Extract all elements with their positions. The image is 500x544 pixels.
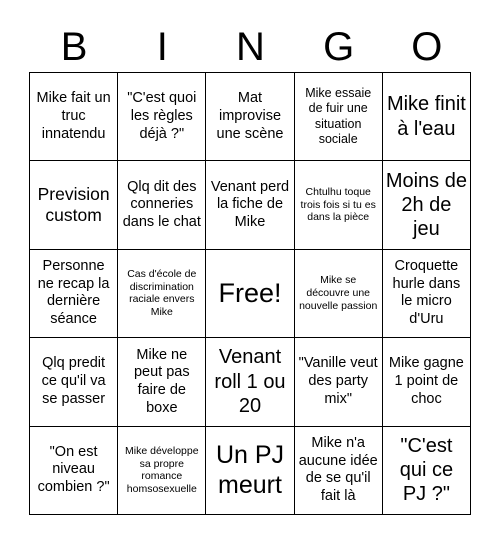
bingo-cell[interactable]: "On est niveau combien ?" [30,427,118,515]
bingo-cell[interactable]: Mike fait un truc innatendu [30,73,118,161]
bingo-cell[interactable]: Un PJ meurt [206,427,294,515]
bingo-cell[interactable]: Mike essaie de fuir une situation sociale [295,73,383,161]
header-letter-n: N [236,25,265,69]
bingo-cell[interactable]: Cas d'école de discrimination raciale envers Mike [118,250,206,338]
bingo-cell[interactable]: Mike se découvre une nouvelle passion [295,250,383,338]
bingo-cell[interactable]: Moins de 2h de jeu [383,161,471,249]
bingo-cell[interactable]: Croquette hurle dans le micro d'Uru [383,250,471,338]
header-letter-b: B [60,25,88,69]
bingo-cell-free[interactable]: Free! [206,250,294,338]
bingo-cell[interactable]: Venant perd la fiche de Mike [206,161,294,249]
bingo-cell[interactable]: Mike n'a aucune idée de se qu'il fait là [295,427,383,515]
bingo-cell[interactable]: "C'est quoi les règles déjà ?" [118,73,206,161]
bingo-cell[interactable]: Mat improvise une scène [206,73,294,161]
header-letter-o: O [411,25,443,69]
header-letter-i: I [156,25,168,69]
bingo-cell[interactable]: Mike finit à l'eau [383,73,471,161]
bingo-cell[interactable]: "Vanille veut des party mix" [295,338,383,426]
bingo-cell[interactable]: "C'est qui ce PJ ?" [383,427,471,515]
bingo-cell[interactable]: Mike ne peut pas faire de boxe [118,338,206,426]
bingo-cell[interactable]: Qlq predit ce qu'il va se passer [30,338,118,426]
bingo-cell[interactable]: Chtulhu toque trois fois si tu es dans la pièce [295,161,383,249]
bingo-cell[interactable]: Mike gagne 1 point de choc [383,338,471,426]
bingo-cell[interactable]: Mike développe sa propre romance homsosexuelle [118,427,206,515]
bingo-header [30,22,471,72]
bingo-cell[interactable]: Personne ne recap la dernière séance [30,250,118,338]
bingo-cell[interactable]: Venant roll 1 ou 20 [206,338,294,426]
bingo-grid [29,72,471,515]
bingo-cell[interactable]: Prevision custom [30,161,118,249]
bingo-cell[interactable]: Qlq dit des conneries dans le chat [118,161,206,249]
header-letter-g: G [323,25,355,69]
